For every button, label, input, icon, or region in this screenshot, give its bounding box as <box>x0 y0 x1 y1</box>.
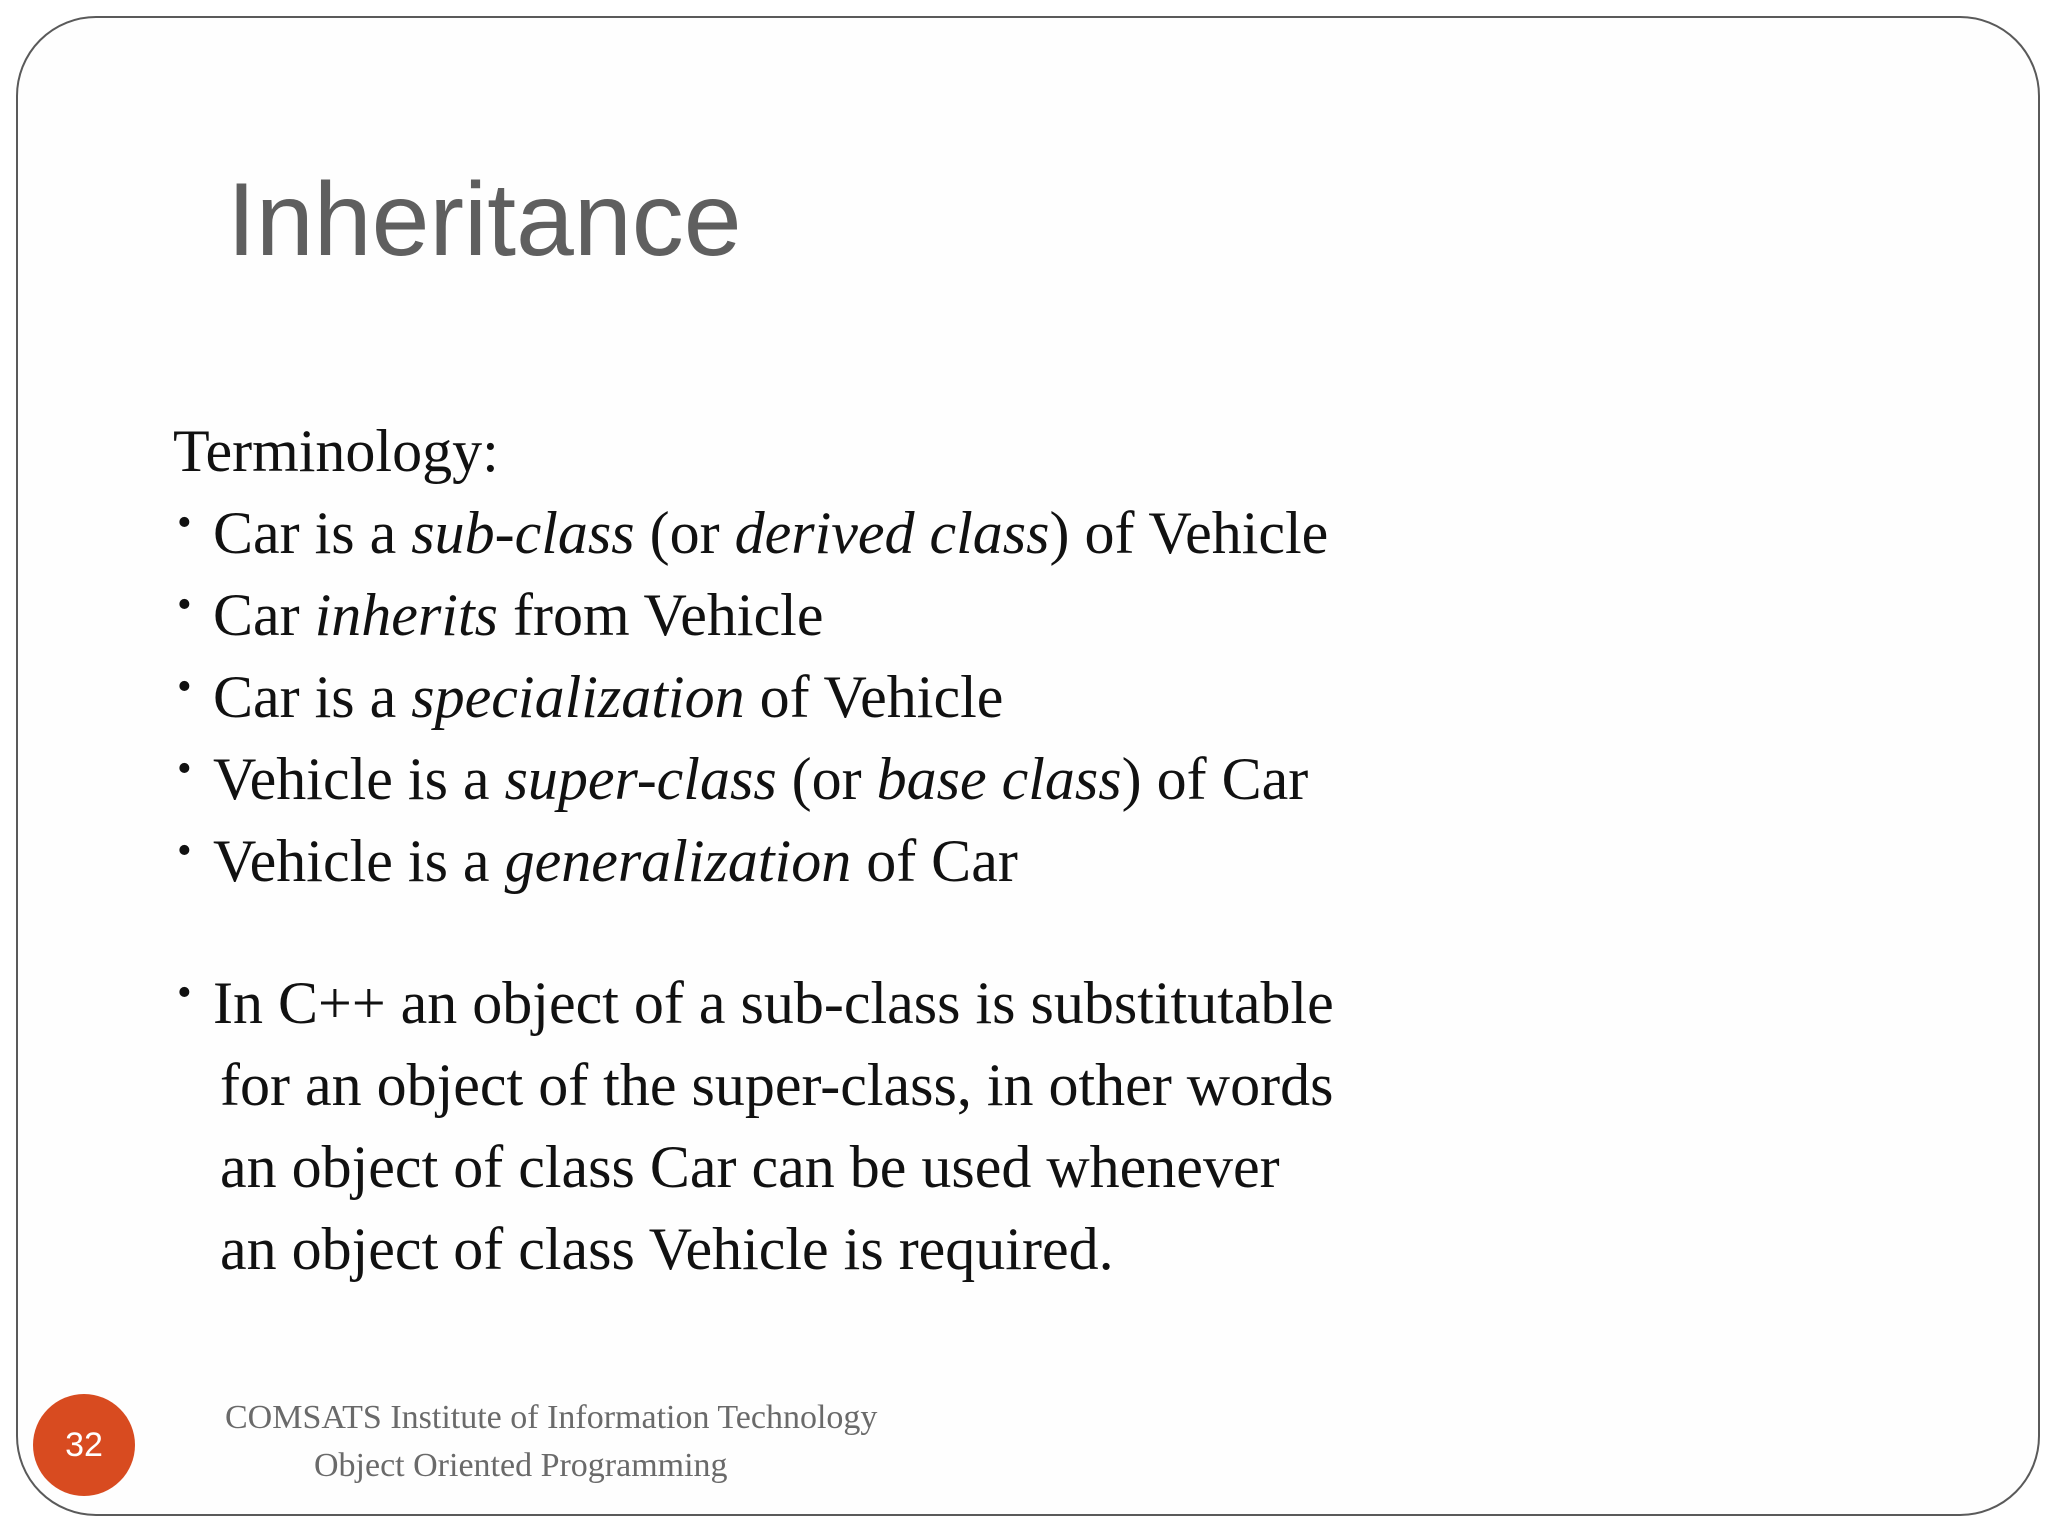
bullet-icon: • <box>177 746 192 792</box>
bullet-item: • Vehicle is a generalization of Car <box>173 820 1573 902</box>
footer-course: Object Oriented Programming <box>314 1447 728 1484</box>
bullet-icon: • <box>177 500 192 546</box>
paragraph-line: an object of class Car can be used whenever <box>220 1134 1280 1200</box>
bullet-item: • Vehicle is a super-class (or base class) of Car <box>173 738 1573 820</box>
slide-title: Inheritance <box>227 162 742 278</box>
paragraph-line: • In C++ an object of a sub-class is substitutable <box>173 962 1573 1044</box>
paragraph-line: for an object of the super-class, in other words <box>220 1052 1334 1118</box>
page-number-badge: 32 <box>33 1394 135 1496</box>
bullet-icon: • <box>177 970 192 1016</box>
slide-body <box>173 410 1573 1290</box>
paragraph-line: an object of class Vehicle is required. <box>220 1216 1114 1282</box>
footer-institute: COMSATS Institute of Information Technology <box>225 1399 878 1436</box>
bullet-item: • Car inherits from Vehicle <box>173 574 1573 656</box>
spacer <box>173 902 1573 962</box>
footer <box>225 1394 877 1490</box>
bullet-item: • Car is a specialization of Vehicle <box>173 656 1573 738</box>
bullet-icon: • <box>177 582 192 628</box>
bullet-icon: • <box>177 664 192 710</box>
bullet-icon: • <box>177 828 192 874</box>
bullet-item: • Car is a sub-class (or derived class) of Vehicle <box>173 492 1573 574</box>
terminology-heading: Terminology: <box>173 418 499 484</box>
